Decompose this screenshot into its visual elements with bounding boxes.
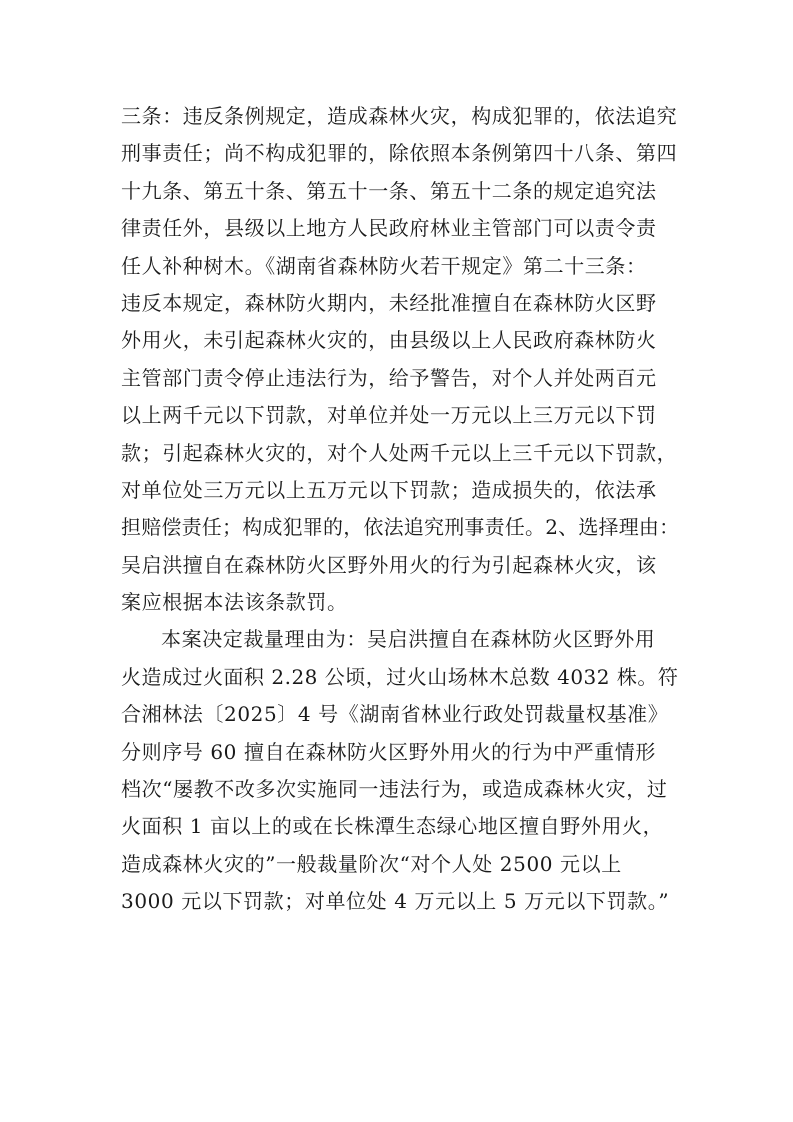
- text-line: 违反本规定，森林防火期内，未经批准擅自在森林防火区野: [121, 290, 657, 315]
- text-line: 案应根据本法该条款罚。: [121, 590, 348, 615]
- text-line: 吴启洪擅自在森林防火区野外用火的行为引起森林火灾，该: [121, 552, 657, 577]
- text-line: 款；引起森林火灾的，对个人处两千元以上三千元以下罚款，: [121, 440, 678, 465]
- text-line: 担赔偿责任；构成犯罪的，依法追究刑事责任。2、选择理由：: [121, 515, 680, 540]
- text-line: 档次“屡教不改多次实施同一违法行为，或造成森林火灾，过: [121, 777, 668, 802]
- text-line: 三条：违反条例规定，造成森林火灾，构成犯罪的，依法追究: [121, 104, 678, 128]
- text-line: 分则序号 60 擅自在森林防火区野外用火的行为中严重情形: [121, 739, 656, 764]
- text-line: 外用火，未引起森林火灾的，由县级以上人民政府森林防火: [121, 328, 657, 353]
- document-body: [121, 98, 681, 921]
- text-line: 造成森林火灾的”一般裁量阶次“对个人处 2500 元以上: [121, 851, 622, 876]
- text-line: 刑事责任；尚不构成犯罪的，除依照本条例第四十八条、第四: [121, 141, 678, 166]
- text-line: 任人补种树木。《湖南省森林防火若干规定》第二十三条：: [121, 253, 647, 278]
- text-line: 主管部门责令停止违法行为，给予警告，对个人并处两百元: [121, 365, 657, 390]
- text-line: 对单位处三万元以上五万元以下罚款；造成损失的，依法承: [121, 477, 657, 502]
- text-line: 律责任外，县级以上地方人民政府林业主管部门可以责令责: [121, 216, 657, 241]
- text-line: 以上两千元以下罚款，对单位并处一万元以上三万元以下罚: [121, 403, 657, 428]
- text-line: 3000 元以下罚款；对单位处 4 万元以上 5 万元以下罚款。”: [121, 889, 670, 914]
- text-line: 十九条、第五十条、第五十一条、第五十二条的规定追究法: [121, 178, 657, 203]
- text-line: 火面积 1 亩以上的或在长株潭生态绿心地区擅自野外用火，: [121, 814, 664, 839]
- text-line: 合湘林法〔2025〕4 号《湖南省林业行政处罚裁量权基准》: [121, 702, 669, 727]
- paragraph-first-line: 本案决定裁量理由为：吴启洪擅自在森林防火区野外用: [161, 627, 656, 652]
- text-line: 火造成过火面积 2.28 公顷，过火山场林木总数 4032 株。符: [121, 664, 679, 689]
